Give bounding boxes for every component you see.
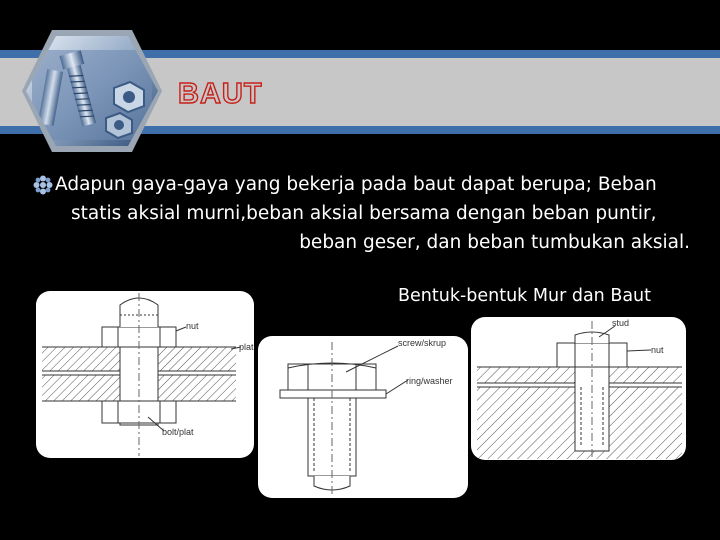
label-nut: nut bbox=[186, 321, 199, 331]
label-screw: screw/skrup bbox=[398, 338, 447, 348]
screw-washer-diagram bbox=[258, 336, 468, 498]
stud-nut-diagram bbox=[471, 317, 686, 460]
label-stud: stud bbox=[612, 318, 630, 328]
body-line-1: Adapun gaya-gaya yang bekerja pada baut dapat berupa; Beban bbox=[55, 174, 657, 195]
bullet-icon bbox=[33, 175, 53, 195]
slide-title: BAUT bbox=[178, 78, 263, 110]
label-nut: nut bbox=[651, 345, 664, 355]
label-bolt-plat: bolt/plat bbox=[162, 427, 194, 437]
figure-caption: Bentuk-bentuk Mur dan Baut bbox=[398, 286, 651, 306]
label-washer: ring/washer bbox=[406, 376, 453, 386]
body-paragraph bbox=[55, 170, 695, 257]
body-line-2: statis aksial murni,beban aksial bersama dengan beban puntir, bbox=[71, 203, 657, 224]
bolts-photo-hexagon bbox=[22, 30, 162, 152]
label-plat: plat bbox=[239, 342, 254, 352]
body-line-3: beban geser, dan beban tumbukan aksial. bbox=[299, 232, 690, 253]
bolt-plate-diagram bbox=[36, 291, 254, 458]
